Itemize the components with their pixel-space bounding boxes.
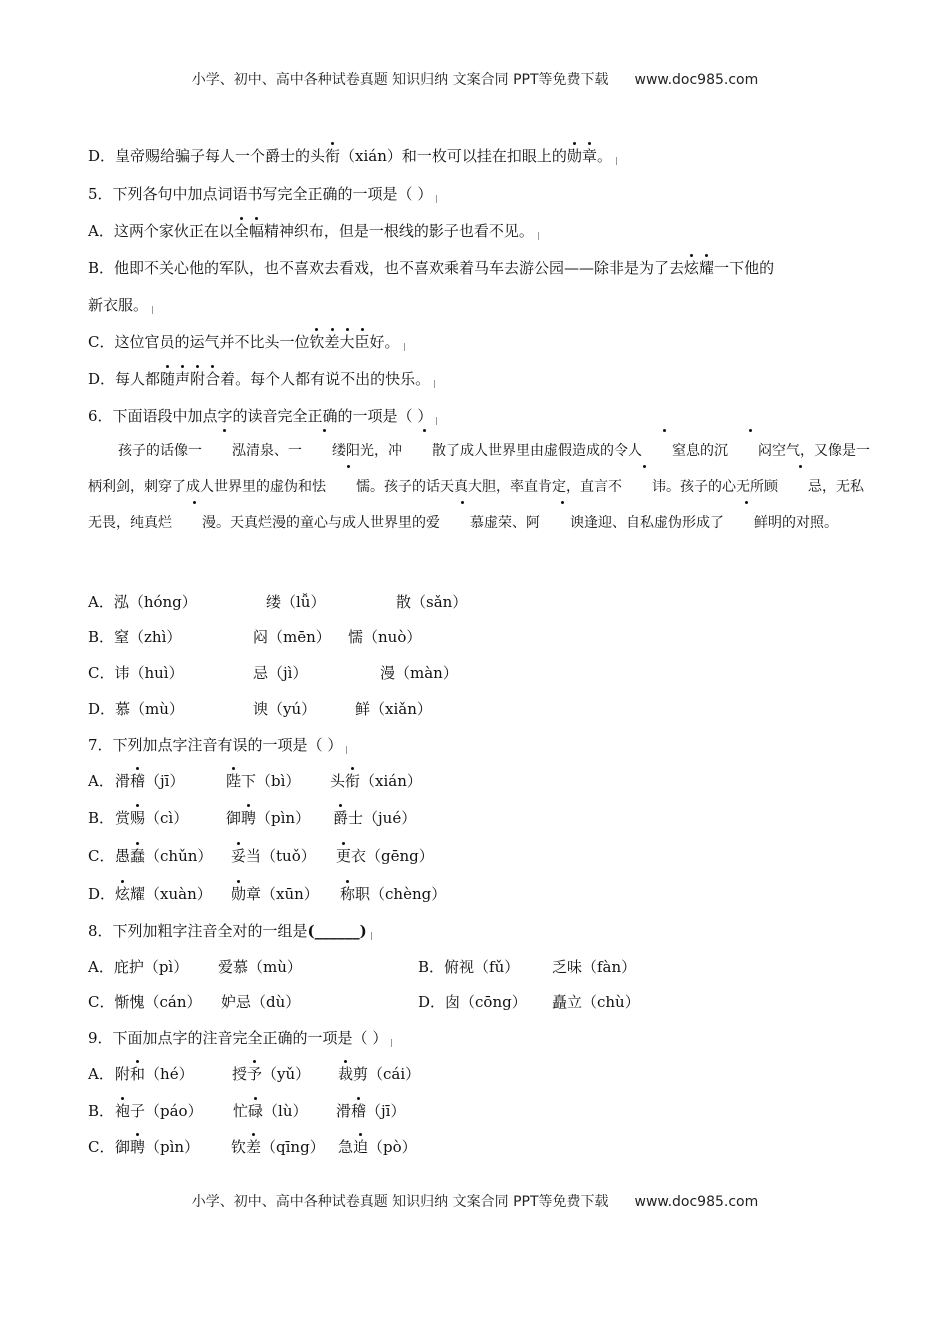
- dotted-char: 聘: [241, 809, 257, 827]
- paragraph-mark: [538, 232, 543, 240]
- header-text: 小学、初中、高中各种试卷真题 知识归纳 文案合同 PPT等免费下载: [191, 72, 609, 88]
- dotted-char: 鲜: [724, 505, 768, 541]
- dotted-char: 臣: [354, 333, 370, 351]
- dotted-char: 慕: [440, 505, 484, 541]
- dotted-char: 稽: [130, 772, 146, 790]
- dotted-char: 泓: [202, 433, 246, 469]
- q8-title: 8．下列加粗字注音全对的一组是(______): [88, 921, 376, 941]
- dotted-char: 衔: [325, 147, 341, 165]
- paragraph-mark: [404, 343, 409, 351]
- dotted-char: 缕: [302, 433, 346, 469]
- dotted-char: 附: [190, 370, 206, 388]
- q6-title: 6．下面语段中加点字的读音完全正确的一项是（ ）: [88, 406, 441, 426]
- dotted-char: 予: [247, 1065, 263, 1083]
- page-footer: [0, 1191, 950, 1211]
- q5-option-d: D．每人都随声附合着。每个人都有说不出的快乐。: [88, 369, 439, 389]
- q5-option-b-cont: 新衣服。: [88, 295, 157, 315]
- dotted-char: 差: [246, 1138, 262, 1156]
- dotted-char: 衔: [345, 772, 361, 790]
- paragraph-mark: [152, 306, 157, 314]
- answer-blank: (______): [307, 922, 367, 940]
- dotted-char: 谀: [540, 505, 584, 541]
- dotted-char: 炫: [115, 885, 131, 903]
- dotted-char: 陛: [226, 772, 242, 790]
- paragraph-mark: [436, 417, 441, 425]
- paragraph-mark: [616, 157, 621, 165]
- dotted-char: 袍: [115, 1102, 131, 1120]
- dotted-char: 和: [130, 1065, 146, 1083]
- dotted-char: 散: [402, 433, 446, 469]
- dotted-char: 聘: [130, 1138, 146, 1156]
- dotted-char: 炫: [684, 259, 700, 277]
- q7-title: 7．下列加点字注音有误的一项是（ ）: [88, 735, 351, 755]
- dotted-char: 裁: [338, 1065, 354, 1083]
- dotted-char: 幅: [248, 222, 264, 240]
- dotted-char: 差: [324, 333, 340, 351]
- dotted-char: 称: [340, 885, 356, 903]
- paragraph-mark: [434, 380, 439, 388]
- q9-title: 9．下面加点字的注音完全正确的一项是（ ）: [88, 1028, 396, 1048]
- footer-url: www.doc985.com: [634, 1194, 759, 1210]
- q4-option-d: D．皇帝赐给骗子每人一个爵士的头衔（xián）和一枚可以挂在扣眼上的勋章。: [88, 146, 621, 166]
- q6-passage: 孩子的话像一 泓清泉、一 缕阳光，冲 散了成人世界里由虚假造成的令人 窒息的沉 闷空气，又像是一柄利剑，刺穿了成人世界里的虚伪和怯 懦。孩子的话天真大胆，率直肯定，直言不 讳。孩子的心无所顾 忌，无私无畏，纯真烂 漫。天真烂漫的童心与成人世界里的爱 慕虚荣、阿 谀逢迎、自私虚伪形成了 鲜明的对照。: [88, 433, 873, 541]
- dotted-char: 勋: [231, 885, 247, 903]
- dotted-char: 漫: [172, 505, 216, 541]
- header-url: www.doc985.com: [634, 72, 759, 88]
- dotted-char: 妥: [231, 847, 247, 865]
- dotted-char: 随: [160, 370, 176, 388]
- dotted-char: 蠢: [130, 847, 146, 865]
- dotted-char: 讳: [622, 469, 666, 505]
- dotted-char: 勋: [566, 147, 582, 165]
- paragraph-mark: [371, 932, 376, 940]
- paragraph-mark: [436, 195, 441, 203]
- dotted-char: 碌: [248, 1102, 264, 1120]
- dotted-char: 大: [339, 333, 355, 351]
- dotted-char: 章: [581, 147, 597, 165]
- dotted-char: 声: [175, 370, 191, 388]
- q5-option-c: C．这位官员的运气并不比头一位钦差大臣好。: [88, 332, 409, 352]
- paragraph-mark: [346, 746, 351, 754]
- dotted-char: 钦: [309, 333, 325, 351]
- dotted-char: 全: [233, 222, 249, 240]
- dotted-char: 赐: [130, 809, 146, 827]
- dotted-char: 爵: [333, 809, 349, 827]
- dotted-char: 窒: [642, 433, 686, 469]
- q5-title: 5．下列各句中加点词语书写完全正确的一项是（ ）: [88, 184, 441, 204]
- dotted-char: 合: [205, 370, 221, 388]
- dotted-char: 懦: [326, 469, 370, 505]
- footer-text: 小学、初中、高中各种试卷真题 知识归纳 文案合同 PPT等免费下载: [191, 1194, 609, 1210]
- dotted-char: 稽: [351, 1102, 367, 1120]
- dotted-char: 忌: [778, 469, 822, 505]
- dotted-char: 耀: [699, 259, 715, 277]
- q5-option-a: A．这两个家伙正在以全幅精神织布，但是一根线的影子也看不见。: [88, 221, 543, 241]
- page-header: [0, 69, 950, 89]
- q5-option-b: B．他即不关心他的军队，也不喜欢去看戏，也不喜欢乘着马车去游公园——除非是为了去炫耀一下他的: [88, 259, 775, 277]
- dotted-char: 更: [336, 847, 352, 865]
- paragraph-mark: [391, 1039, 396, 1047]
- dotted-char: 迫: [353, 1138, 369, 1156]
- dotted-char: 闷: [728, 433, 772, 469]
